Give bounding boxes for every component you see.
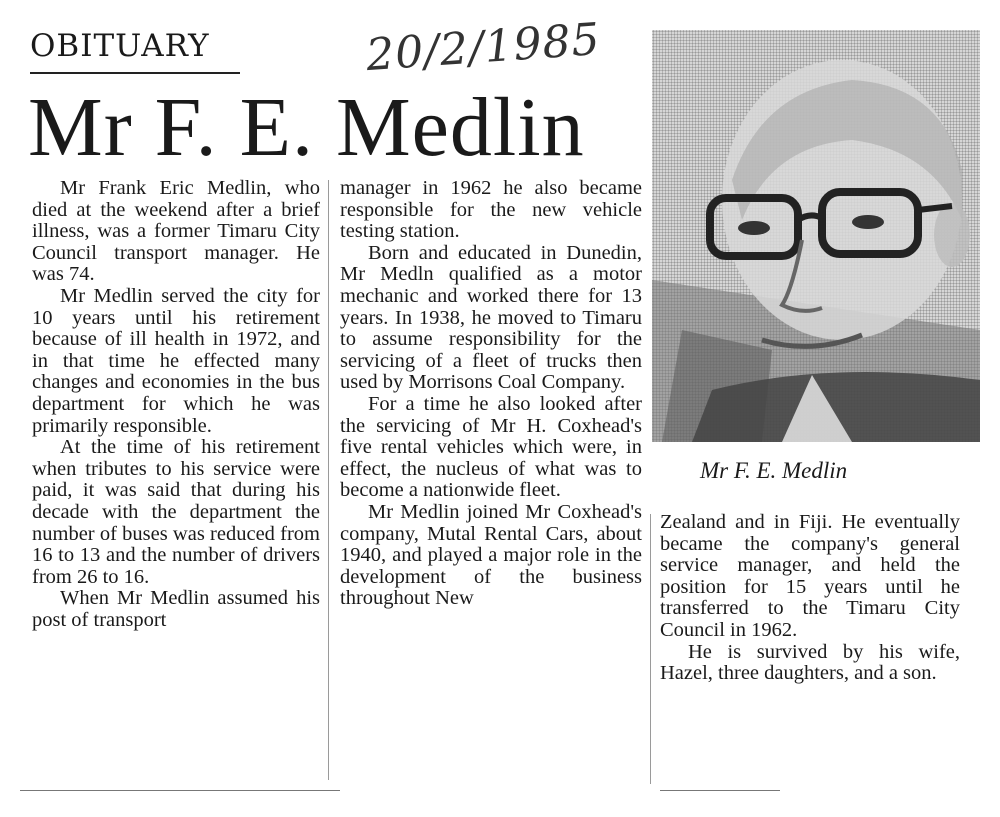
- article-column-2: [340, 178, 642, 610]
- handwritten-date: 20/2/1985: [364, 13, 603, 82]
- article-paragraph: Mr Medlin served the city for 10 years until his retirement because of ill health in 1972, and in that time he effected many changes and economies in the bus department for which he was primarily responsible.: [32, 284, 320, 437]
- article-paragraph: For a time he also looked after the servicing of Mr H. Coxhead's five rental vehicles which were, in effect, the nucleus of what was to become a nationwide fleet.: [340, 392, 642, 502]
- column-divider: [650, 514, 651, 784]
- portrait-illustration: [652, 30, 980, 442]
- article-column-1: [32, 178, 320, 631]
- article-paragraph: Born and educated in Dunedin, Mr Medln qualified as a motor mechanic and worked there for 13 years. In 1938, he moved to Timaru to assume responsibility for the servicing of a fleet of trucks then used by Morrisons Coal Company.: [340, 241, 642, 394]
- column-divider: [328, 180, 329, 780]
- bottom-rule: [660, 790, 780, 791]
- article-paragraph: Mr Frank Eric Medlin, who died at the weekend after a brief illness, was a former Timaru City Council transport manager. He was 74.: [32, 177, 320, 286]
- headline: Mr F. E. Medlin: [28, 81, 585, 174]
- kicker-underline: [30, 72, 240, 74]
- section-kicker: OBITUARY: [30, 28, 210, 64]
- article-paragraph: Zealand and in Fiji. He eventually became the company's general service manager, and held the position for 15 years until he transferred to the Timaru City Council in 1962.: [660, 511, 960, 641]
- article-paragraph: At the time of his retirement when tributes to his service were paid, it was said that during his decade with the department the number of buses was reduced from 16 to 13 and the number of drivers from 26 to 16.: [32, 436, 320, 588]
- article-paragraph: When Mr Medlin assumed his post of transport: [32, 587, 320, 631]
- portrait-photo: [652, 30, 980, 442]
- article-paragraph: manager in 1962 he also became responsible for the new vehicle testing station.: [340, 177, 642, 243]
- photo-caption: Mr F. E. Medlin: [700, 458, 848, 483]
- article-paragraph: Mr Medlin joined Mr Coxhead's company, Mutal Rental Cars, about 1940, and played a major role in the development of the business throughout New: [340, 500, 642, 610]
- article-column-3: [660, 512, 960, 685]
- article-paragraph: He is survived by his wife, Hazel, three daughters, and a son.: [660, 640, 960, 685]
- bottom-rule: [20, 790, 340, 791]
